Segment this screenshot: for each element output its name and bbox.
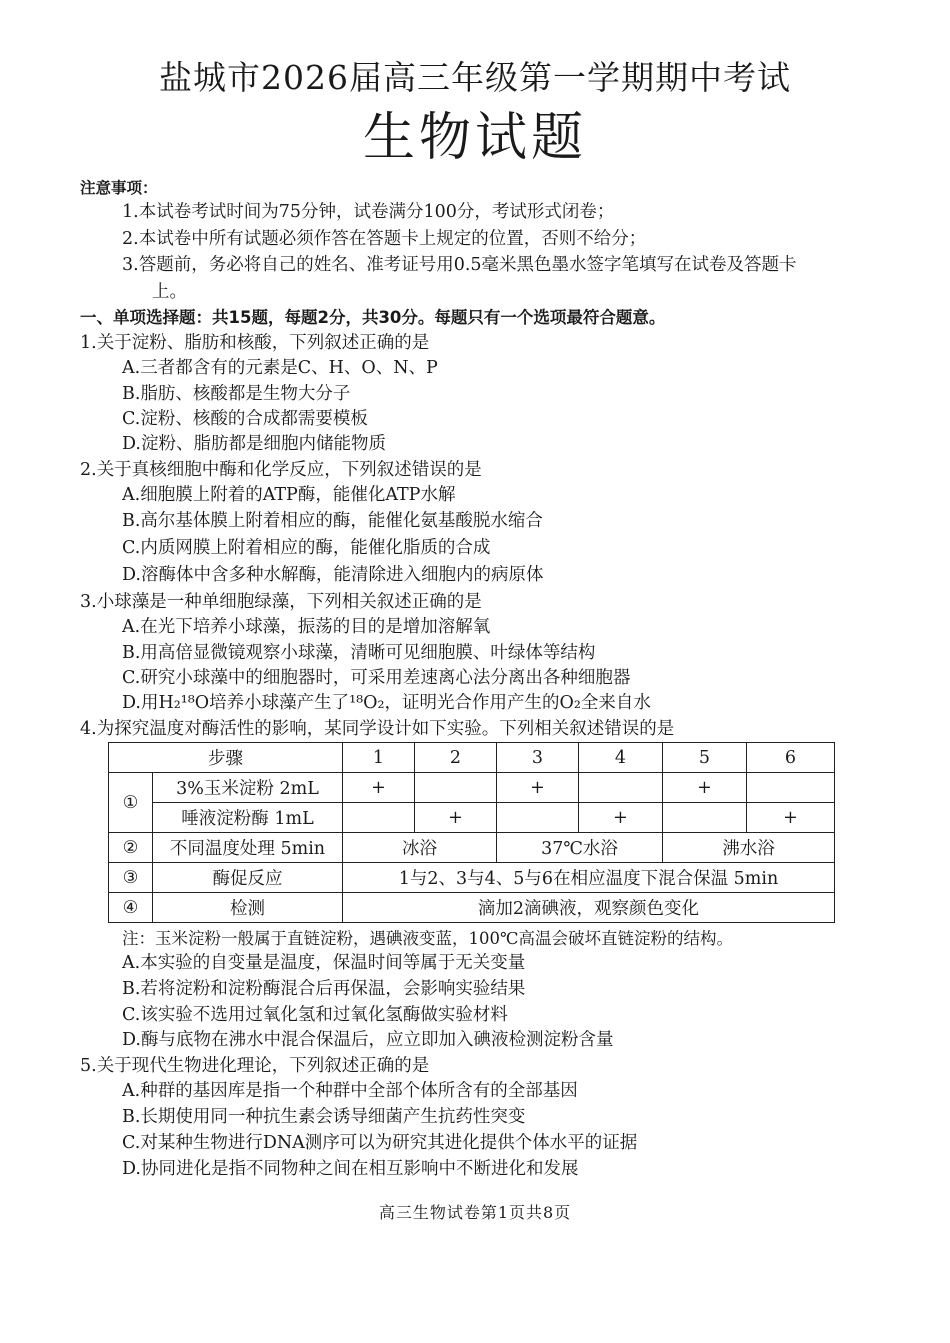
note-item: 2.本试卷中所有试题必须作答在答题卡上规定的位置，否则不给分； [122, 229, 647, 249]
question-option: D.溶酶体中含多种水解酶，能清除进入细胞内的病原体 [122, 565, 544, 585]
table-note: 注：玉米淀粉一般属于直链淀粉，遇碘液变蓝，100℃高温会破坏直链淀粉的结构。 [122, 929, 733, 948]
question-stem: 4.为探究温度对酶活性的影响，某同学设计如下实验。下列相关叙述错误的是 [80, 719, 675, 739]
table-cell: + [747, 803, 835, 833]
tube-number: 1 [343, 743, 415, 773]
row-label-enzyme: 唾液淀粉酶 1mL [153, 803, 343, 833]
row-label-temperature: 不同温度处理 5min [153, 833, 343, 863]
note-item: 3.答题前，务必将自己的姓名、准考证号用0.5毫米黑色墨水签字笔填写在试卷及答题卡 [122, 255, 797, 275]
question-option: B.脂肪、核酸都是生物大分子 [122, 384, 351, 404]
page-footer: 高三生物试卷第1页共8页 [378, 1203, 572, 1222]
table-cell [579, 773, 663, 803]
step-number: ④ [109, 893, 153, 923]
temperature-group: 沸水浴 [663, 833, 835, 863]
row-label-detection: 检测 [153, 893, 343, 923]
table-cell: + [579, 803, 663, 833]
question-option: D.酶与底物在沸水中混合保温后，应立即加入碘液检测淀粉含量 [122, 1030, 614, 1050]
question-option: D.淀粉、脂肪都是细胞内储能物质 [122, 434, 386, 454]
exam-title: 盐城市2026届高三年级第一学期期中考试 [159, 58, 791, 97]
question-option: C.研究小球藻中的细胞器时，可采用差速离心法分离出各种细胞器 [122, 668, 631, 688]
question-option: C.对某种生物进行DNA测序可以为研究其进化提供个体水平的证据 [122, 1133, 638, 1153]
question-option: D.协同进化是指不同物种之间在相互影响中不断进化和发展 [122, 1159, 579, 1179]
reaction-text: 1与2、3与4、5与6在相应温度下混合保温 5min [343, 863, 835, 893]
temperature-group: 冰浴 [343, 833, 497, 863]
notes-heading: 注意事项： [80, 179, 158, 197]
temperature-group: 37℃水浴 [497, 833, 663, 863]
step-number: ① [109, 773, 153, 833]
question-option: C.淀粉、核酸的合成都需要模板 [122, 409, 368, 429]
table-cell: + [343, 773, 415, 803]
table-cell [497, 803, 579, 833]
question-option: A.种群的基因库是指一个种群中全部个体所含有的全部基因 [122, 1081, 578, 1101]
table-cell: + [415, 803, 497, 833]
tube-number: 5 [663, 743, 747, 773]
question-option: A.在光下培养小球藻，振荡的目的是增加溶解氧 [122, 617, 491, 637]
detection-text: 滴加2滴碘液，观察颜色变化 [343, 893, 835, 923]
tube-number: 2 [415, 743, 497, 773]
subject-title: 生物试题 [362, 108, 587, 168]
tube-number: 4 [579, 743, 663, 773]
step-number: ③ [109, 863, 153, 893]
table-cell: + [663, 773, 747, 803]
question-stem: 3.小球藻是一种单细胞绿藻，下列相关叙述正确的是 [80, 592, 482, 612]
question-stem: 2.关于真核细胞中酶和化学反应，下列叙述错误的是 [80, 460, 482, 480]
question-stem: 5.关于现代生物进化理论，下列叙述正确的是 [80, 1056, 430, 1076]
row-label-reaction: 酶促反应 [153, 863, 343, 893]
question-option: A.本实验的自变量是温度，保温时间等属于无关变量 [122, 953, 526, 973]
question-option: A.细胞膜上附着的ATP酶，能催化ATP水解 [122, 485, 456, 505]
table-cell: + [497, 773, 579, 803]
question-option: A.三者都含有的元素是C、H、O、N、P [122, 358, 438, 378]
question-stem: 1.关于淀粉、脂肪和核酸，下列叙述正确的是 [80, 333, 430, 353]
table-cell [663, 803, 747, 833]
table-cell [415, 773, 497, 803]
experiment-table [108, 742, 835, 923]
question-option: D.用H₂¹⁸O培养小球藻产生了¹⁸O₂，证明光合作用产生的O₂全来自水 [122, 693, 651, 713]
question-option: B.用高倍显微镜观察小球藻，清晰可见细胞膜、叶绿体等结构 [122, 643, 596, 663]
row-label-starch: 3%玉米淀粉 2mL [153, 773, 343, 803]
table-cell [343, 803, 415, 833]
question-option: C.该实验不选用过氧化氢和过氧化氢酶做实验材料 [122, 1005, 508, 1025]
question-option: B.高尔基体膜上附着相应的酶，能催化氨基酸脱水缩合 [122, 511, 543, 531]
section-heading: 一、单项选择题：共15题，每题2分，共30分。每题只有一个选项最符合题意。 [80, 308, 666, 327]
question-option: C.内质网膜上附着相应的酶，能催化脂质的合成 [122, 538, 491, 558]
step-number: ② [109, 833, 153, 863]
tube-number: 6 [747, 743, 835, 773]
tube-number: 3 [497, 743, 579, 773]
table-cell [747, 773, 835, 803]
question-option: B.长期使用同一种抗生素会诱导细菌产生抗药性突变 [122, 1107, 526, 1127]
note-item: 1.本试卷考试时间为75分钟，试卷满分100分，考试形式闭卷； [122, 202, 615, 222]
question-option: B.若将淀粉和淀粉酶混合后再保温，会影响实验结果 [122, 979, 526, 999]
note-item: 上。 [152, 282, 187, 302]
table-header-step: 步骤 [109, 743, 343, 773]
